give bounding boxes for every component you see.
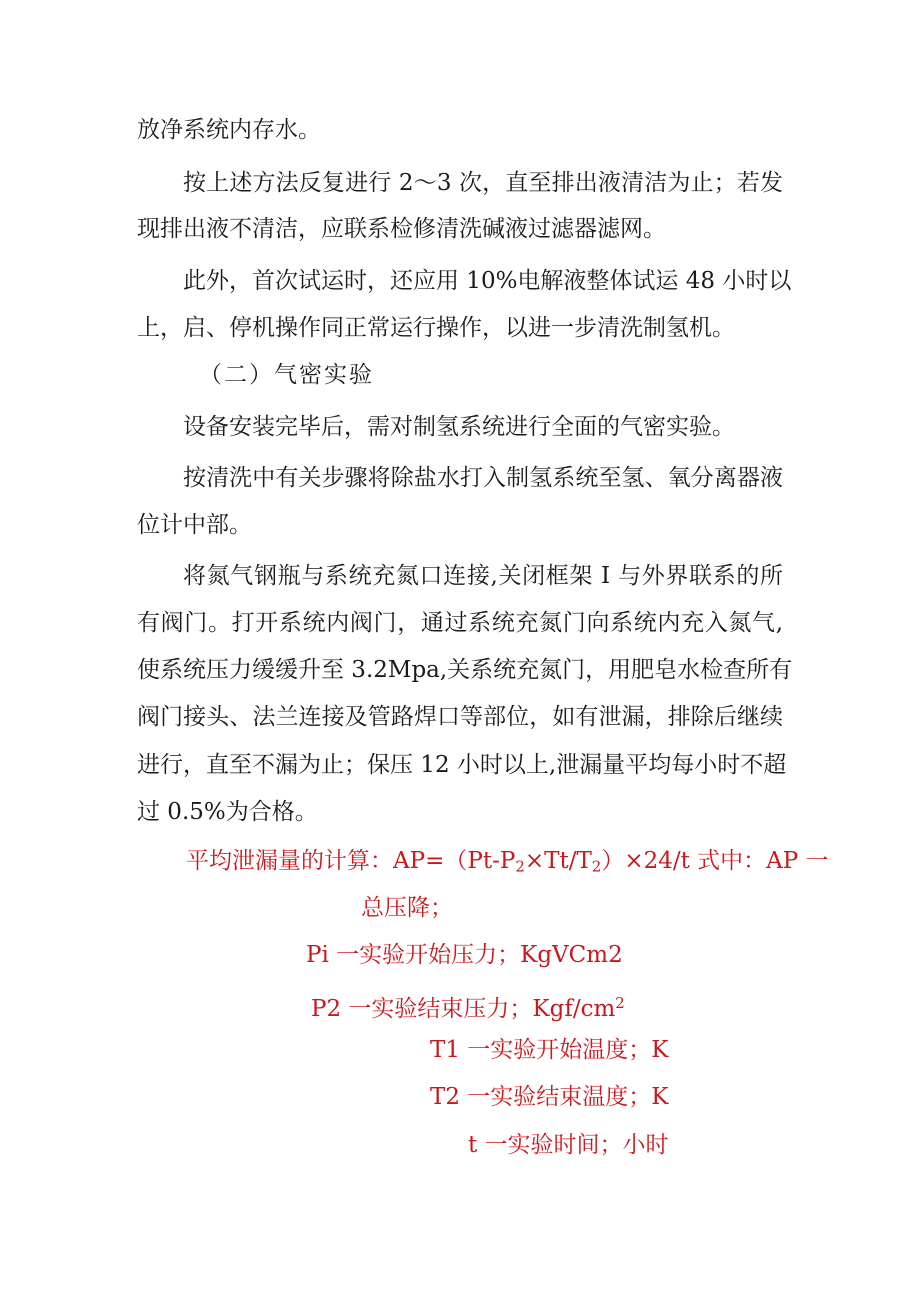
definition-t2: T2 一实验结束温度；K [430, 1084, 669, 1110]
formula-text: ）×24/t 式中：AP 一 [601, 848, 829, 874]
paragraph-line: 阀门接头、法兰连接及管路焊口等部位，如有泄漏，排除后继续 [137, 704, 783, 730]
definition-superscript: 2 [615, 994, 625, 1012]
definition-text: P2 一实验结束压力；Kgf/cm [311, 996, 616, 1023]
paragraph-line: 按清洗中有关步骤将除盐水打入制氢系统至氢、氧分离器液 [183, 465, 783, 491]
formula-subscript: 2 [591, 857, 602, 876]
paragraph-line: 过 0.5%为合格。 [137, 799, 318, 825]
section-heading: （二）气密实验 [199, 362, 374, 388]
formula-subscript: 2 [515, 857, 525, 876]
paragraph-line: 位计中部。 [137, 512, 252, 538]
paragraph-line: 设备安装完毕后，需对制氢系统进行全面的气密实验。 [183, 414, 735, 440]
definition-t: t 一实验时间；小时 [468, 1132, 669, 1158]
paragraph-line: 有阀门。打开系统内阀门，通过系统充氮门向系统内充入氮气, [137, 610, 783, 636]
formula-line: 总压降； [361, 895, 453, 921]
paragraph-line: 将氮气钢瓶与系统充氮口连接,关闭框架 I 与外界联系的所 [183, 563, 783, 589]
paragraph-line: 上，启、停机操作同正常运行操作，以进一步清洗制氢机。 [137, 315, 735, 341]
definition-p2 [311, 988, 625, 1024]
definition-pi: Pi 一实验开始压力；KgVCm2 [306, 942, 623, 968]
formula-text: 平均泄漏量的计算：AP=（Pt-P [186, 848, 516, 874]
paragraph-line: 此外，首次试运时，还应用 10%电解液整体试运 48 小时以 [183, 268, 792, 294]
definition-t1: T1 一实验开始温度；K [430, 1037, 669, 1063]
paragraph-line: 按上述方法反复进行 2～3 次，直至排出液清洁为止；若发 [183, 170, 783, 196]
paragraph-line: 使系统压力缓缓升至 3.2Mpa,关系统充氮门，用肥皂水检查所有 [137, 657, 793, 683]
formula-text: ×Tt/T [524, 848, 592, 874]
formula-line [186, 846, 829, 882]
paragraph-line: 进行，直至不漏为止；保压 12 小时以上,泄漏量平均每小时不超 [137, 752, 787, 778]
paragraph-line: 放净系统内存水。 [137, 117, 321, 143]
paragraph-line: 现排出液不清洁，应联系检修清洗碱液过滤器滤网。 [137, 216, 666, 242]
